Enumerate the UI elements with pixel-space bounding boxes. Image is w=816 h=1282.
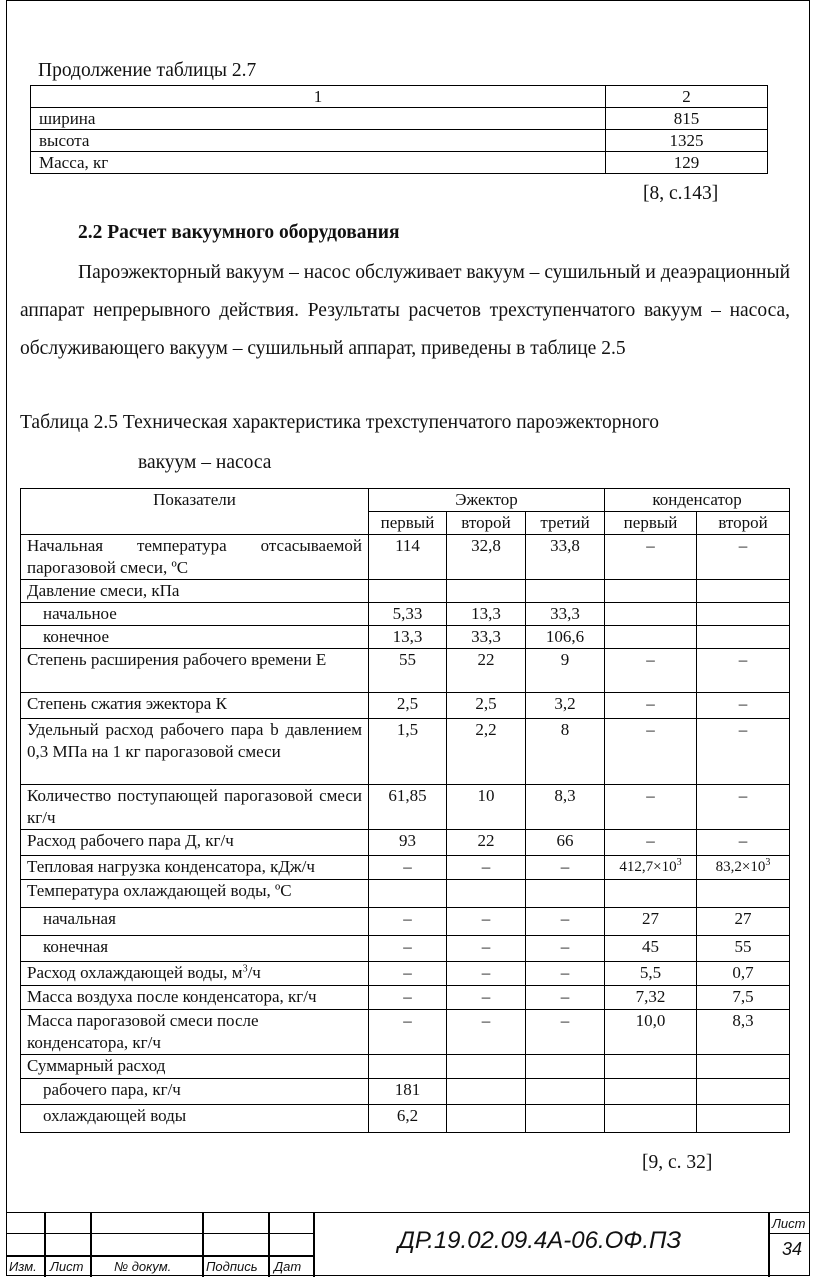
value-cell: 61,85	[369, 785, 447, 830]
table-row	[21, 785, 790, 830]
row-label: Температура охлаждающей воды, ºС	[21, 880, 369, 908]
table-row	[21, 719, 790, 785]
row-label: начальная	[21, 908, 369, 936]
value-cell: 5,5	[605, 962, 697, 986]
value-cell: 7,32	[605, 986, 697, 1010]
value-cell: 45	[605, 936, 697, 962]
table-cell: 129	[606, 152, 768, 174]
value-cell	[697, 880, 790, 908]
value-cell: 9	[526, 649, 605, 693]
value-cell: 66	[526, 830, 605, 856]
table-row	[21, 1010, 790, 1055]
value-cell: 33,3	[526, 603, 605, 626]
value-cell: 33,3	[447, 626, 526, 649]
header-ejector: Эжектор	[369, 489, 605, 512]
value-cell: 114	[369, 535, 447, 580]
value-cell: 181	[369, 1079, 447, 1105]
value-cell	[369, 580, 447, 603]
table-caption: Таблица 2.5 Техническая характеристика трехступенчатого пароэжекторного	[20, 412, 659, 433]
value-cell	[605, 1055, 697, 1079]
value-cell: –	[697, 719, 790, 785]
table-2-5	[20, 488, 790, 1133]
table-2-7	[30, 85, 768, 174]
value-cell: –	[447, 936, 526, 962]
row-label: конечная	[21, 936, 369, 962]
table-header-cell: 1	[31, 86, 606, 108]
value-cell	[697, 626, 790, 649]
value-cell: –	[697, 785, 790, 830]
value-cell	[526, 1055, 605, 1079]
row-label: Расход рабочего пара Д, кг/ч	[21, 830, 369, 856]
value-cell: 8	[526, 719, 605, 785]
body-paragraph: Пароэжекторный вакуум – насос обслуживает вакуум – сушильный и деаэрационный аппарат непрерывного действия. Результаты расчетов трехступенчатого вакуум – насоса, обслуживающего вакуум – сушильный аппарат, приведены в таблице 2.5	[20, 262, 790, 359]
table-row	[21, 535, 790, 580]
value-cell: 22	[447, 649, 526, 693]
row-label: Степень сжатия эжектора К	[21, 693, 369, 719]
value-cell	[605, 1079, 697, 1105]
value-cell	[526, 1079, 605, 1105]
value-cell: –	[526, 986, 605, 1010]
table-row	[21, 936, 790, 962]
row-label: Суммарный расход	[21, 1055, 369, 1079]
table-row	[21, 649, 790, 693]
value-cell: –	[447, 856, 526, 880]
value-cell	[447, 1079, 526, 1105]
row-label: Степень расширения рабочего времени Е	[21, 649, 369, 693]
value-cell: –	[447, 908, 526, 936]
value-cell: $83,2\times 10^3$	[697, 856, 790, 880]
value-cell: 27	[697, 908, 790, 936]
value-cell: 55	[697, 936, 790, 962]
row-label: Тепловая нагрузка конденсатора, кДж/ч	[21, 856, 369, 880]
row-label: охлаждающей воды	[21, 1105, 369, 1133]
table-row	[31, 108, 768, 130]
stamp-sheet-number: 34	[782, 1239, 803, 1259]
value-cell: –	[526, 856, 605, 880]
value-cell	[447, 580, 526, 603]
section-heading: 2.2 Расчет вакуумного оборудования	[78, 222, 400, 243]
value-cell: 1,5	[369, 719, 447, 785]
table-row	[31, 130, 768, 152]
table-row	[21, 908, 790, 936]
value-cell: –	[605, 535, 697, 580]
value-cell: 2,5	[447, 693, 526, 719]
table-header-row	[21, 489, 790, 512]
value-cell: –	[369, 986, 447, 1010]
value-cell: 7,5	[697, 986, 790, 1010]
table-caption-cont: вакуум – насоса	[138, 452, 272, 473]
value-cell: –	[447, 1010, 526, 1055]
value-cell: –	[447, 986, 526, 1010]
value-cell: 3,2	[526, 693, 605, 719]
stamp-date: Дат	[274, 1259, 302, 1274]
table-row	[21, 1055, 790, 1079]
reference-9: [9, с. 32]	[642, 1152, 713, 1173]
value-cell: –	[369, 962, 447, 986]
value-cell	[526, 580, 605, 603]
value-cell	[526, 880, 605, 908]
value-cell: –	[697, 693, 790, 719]
table-row	[31, 152, 768, 174]
table-row	[21, 962, 790, 986]
table-row	[21, 830, 790, 856]
document-code: ДР.19.02.09.4А-06.ОФ.ПЗ	[398, 1227, 682, 1254]
row-label: Начальная температура отсасываемой парогазовой смеси, ºС	[21, 535, 369, 580]
stamp-doc-no: № докум.	[114, 1259, 172, 1274]
value-cell	[605, 603, 697, 626]
value-cell	[605, 626, 697, 649]
row-label: конечное	[21, 626, 369, 649]
value-cell: 8,3	[697, 1010, 790, 1055]
value-cell	[697, 603, 790, 626]
table-cell: 1325	[606, 130, 768, 152]
header-indicators: Показатели	[21, 489, 369, 535]
value-cell: –	[605, 693, 697, 719]
value-cell: –	[526, 1010, 605, 1055]
value-cell	[697, 1105, 790, 1133]
header-condenser: конденсатор	[605, 489, 790, 512]
row-label: Масса парогазовой смеси после конденсатора, кг/ч	[21, 1010, 369, 1055]
table-header-cell: 2	[606, 86, 768, 108]
value-cell: 10	[447, 785, 526, 830]
value-cell: –	[605, 830, 697, 856]
value-cell: 13,3	[447, 603, 526, 626]
value-cell	[697, 1079, 790, 1105]
value-cell: –	[526, 962, 605, 986]
value-cell: 2,2	[447, 719, 526, 785]
value-cell	[605, 1105, 697, 1133]
table-cell: ширина	[31, 108, 606, 130]
value-cell: –	[605, 719, 697, 785]
value-cell: 10,0	[605, 1010, 697, 1055]
row-label: Удельный расход рабочего пара b давлением 0,3 МПа на 1 кг парогазовой смеси	[21, 719, 369, 785]
stamp-izm: Изм.	[9, 1259, 37, 1274]
value-cell: 93	[369, 830, 447, 856]
subheader-cell: второй	[697, 512, 790, 535]
subheader-cell: второй	[447, 512, 526, 535]
value-cell: –	[369, 908, 447, 936]
value-cell	[369, 1055, 447, 1079]
value-cell: –	[526, 936, 605, 962]
value-cell: –	[697, 535, 790, 580]
value-cell	[447, 880, 526, 908]
table-row	[21, 986, 790, 1010]
table-row	[21, 1105, 790, 1133]
value-cell: –	[526, 908, 605, 936]
table-row	[21, 856, 790, 880]
value-cell	[697, 1055, 790, 1079]
stamp-sheet-label: Лист	[772, 1216, 806, 1231]
value-cell: –	[605, 785, 697, 830]
table-row	[21, 580, 790, 603]
row-label: начальное	[21, 603, 369, 626]
reference-8: [8, с.143]	[643, 183, 719, 204]
value-cell: 27	[605, 908, 697, 936]
value-cell	[369, 880, 447, 908]
value-cell: 2,5	[369, 693, 447, 719]
value-cell: 13,3	[369, 626, 447, 649]
continuation-title: Продолжение таблицы 2.7	[38, 60, 257, 81]
stamp-list: Лист	[50, 1259, 84, 1274]
table-row	[21, 626, 790, 649]
row-label: Расход охлаждающей воды, $м^3/ч$	[21, 962, 369, 986]
value-cell: 55	[369, 649, 447, 693]
table-row	[21, 693, 790, 719]
value-cell	[697, 580, 790, 603]
table-cell: Масса, кг	[31, 152, 606, 174]
row-label: Давление смеси, кПа	[21, 580, 369, 603]
value-cell: –	[369, 1010, 447, 1055]
value-cell: 6,2	[369, 1105, 447, 1133]
value-cell: –	[447, 962, 526, 986]
value-cell: 32,8	[447, 535, 526, 580]
row-label: Количество поступающей парогазовой смеси кг/ч	[21, 785, 369, 830]
value-cell: 106,6	[526, 626, 605, 649]
value-cell: –	[369, 936, 447, 962]
row-label: рабочего пара, кг/ч	[21, 1079, 369, 1105]
value-cell	[447, 1055, 526, 1079]
value-cell: –	[697, 830, 790, 856]
row-label: Масса воздуха после конденсатора, кг/ч	[21, 986, 369, 1010]
table-row	[31, 86, 768, 108]
table-row	[21, 603, 790, 626]
subheader-cell: третий	[526, 512, 605, 535]
subheader-cell: первый	[605, 512, 697, 535]
value-cell	[605, 880, 697, 908]
stamp-sign: Подпись	[206, 1259, 258, 1274]
value-cell: –	[697, 649, 790, 693]
value-cell: 0,7	[697, 962, 790, 986]
value-cell: $412,7\times 10^3$	[605, 856, 697, 880]
table-cell: 815	[606, 108, 768, 130]
value-cell	[447, 1105, 526, 1133]
value-cell: –	[369, 856, 447, 880]
value-cell	[526, 1105, 605, 1133]
value-cell: –	[605, 649, 697, 693]
subheader-cell: первый	[369, 512, 447, 535]
value-cell: 33,8	[526, 535, 605, 580]
value-cell: 5,33	[369, 603, 447, 626]
table-row	[21, 1079, 790, 1105]
title-block	[6, 1212, 810, 1277]
table-cell: высота	[31, 130, 606, 152]
value-cell: 8,3	[526, 785, 605, 830]
table-row	[21, 880, 790, 908]
value-cell: 22	[447, 830, 526, 856]
value-cell	[605, 580, 697, 603]
